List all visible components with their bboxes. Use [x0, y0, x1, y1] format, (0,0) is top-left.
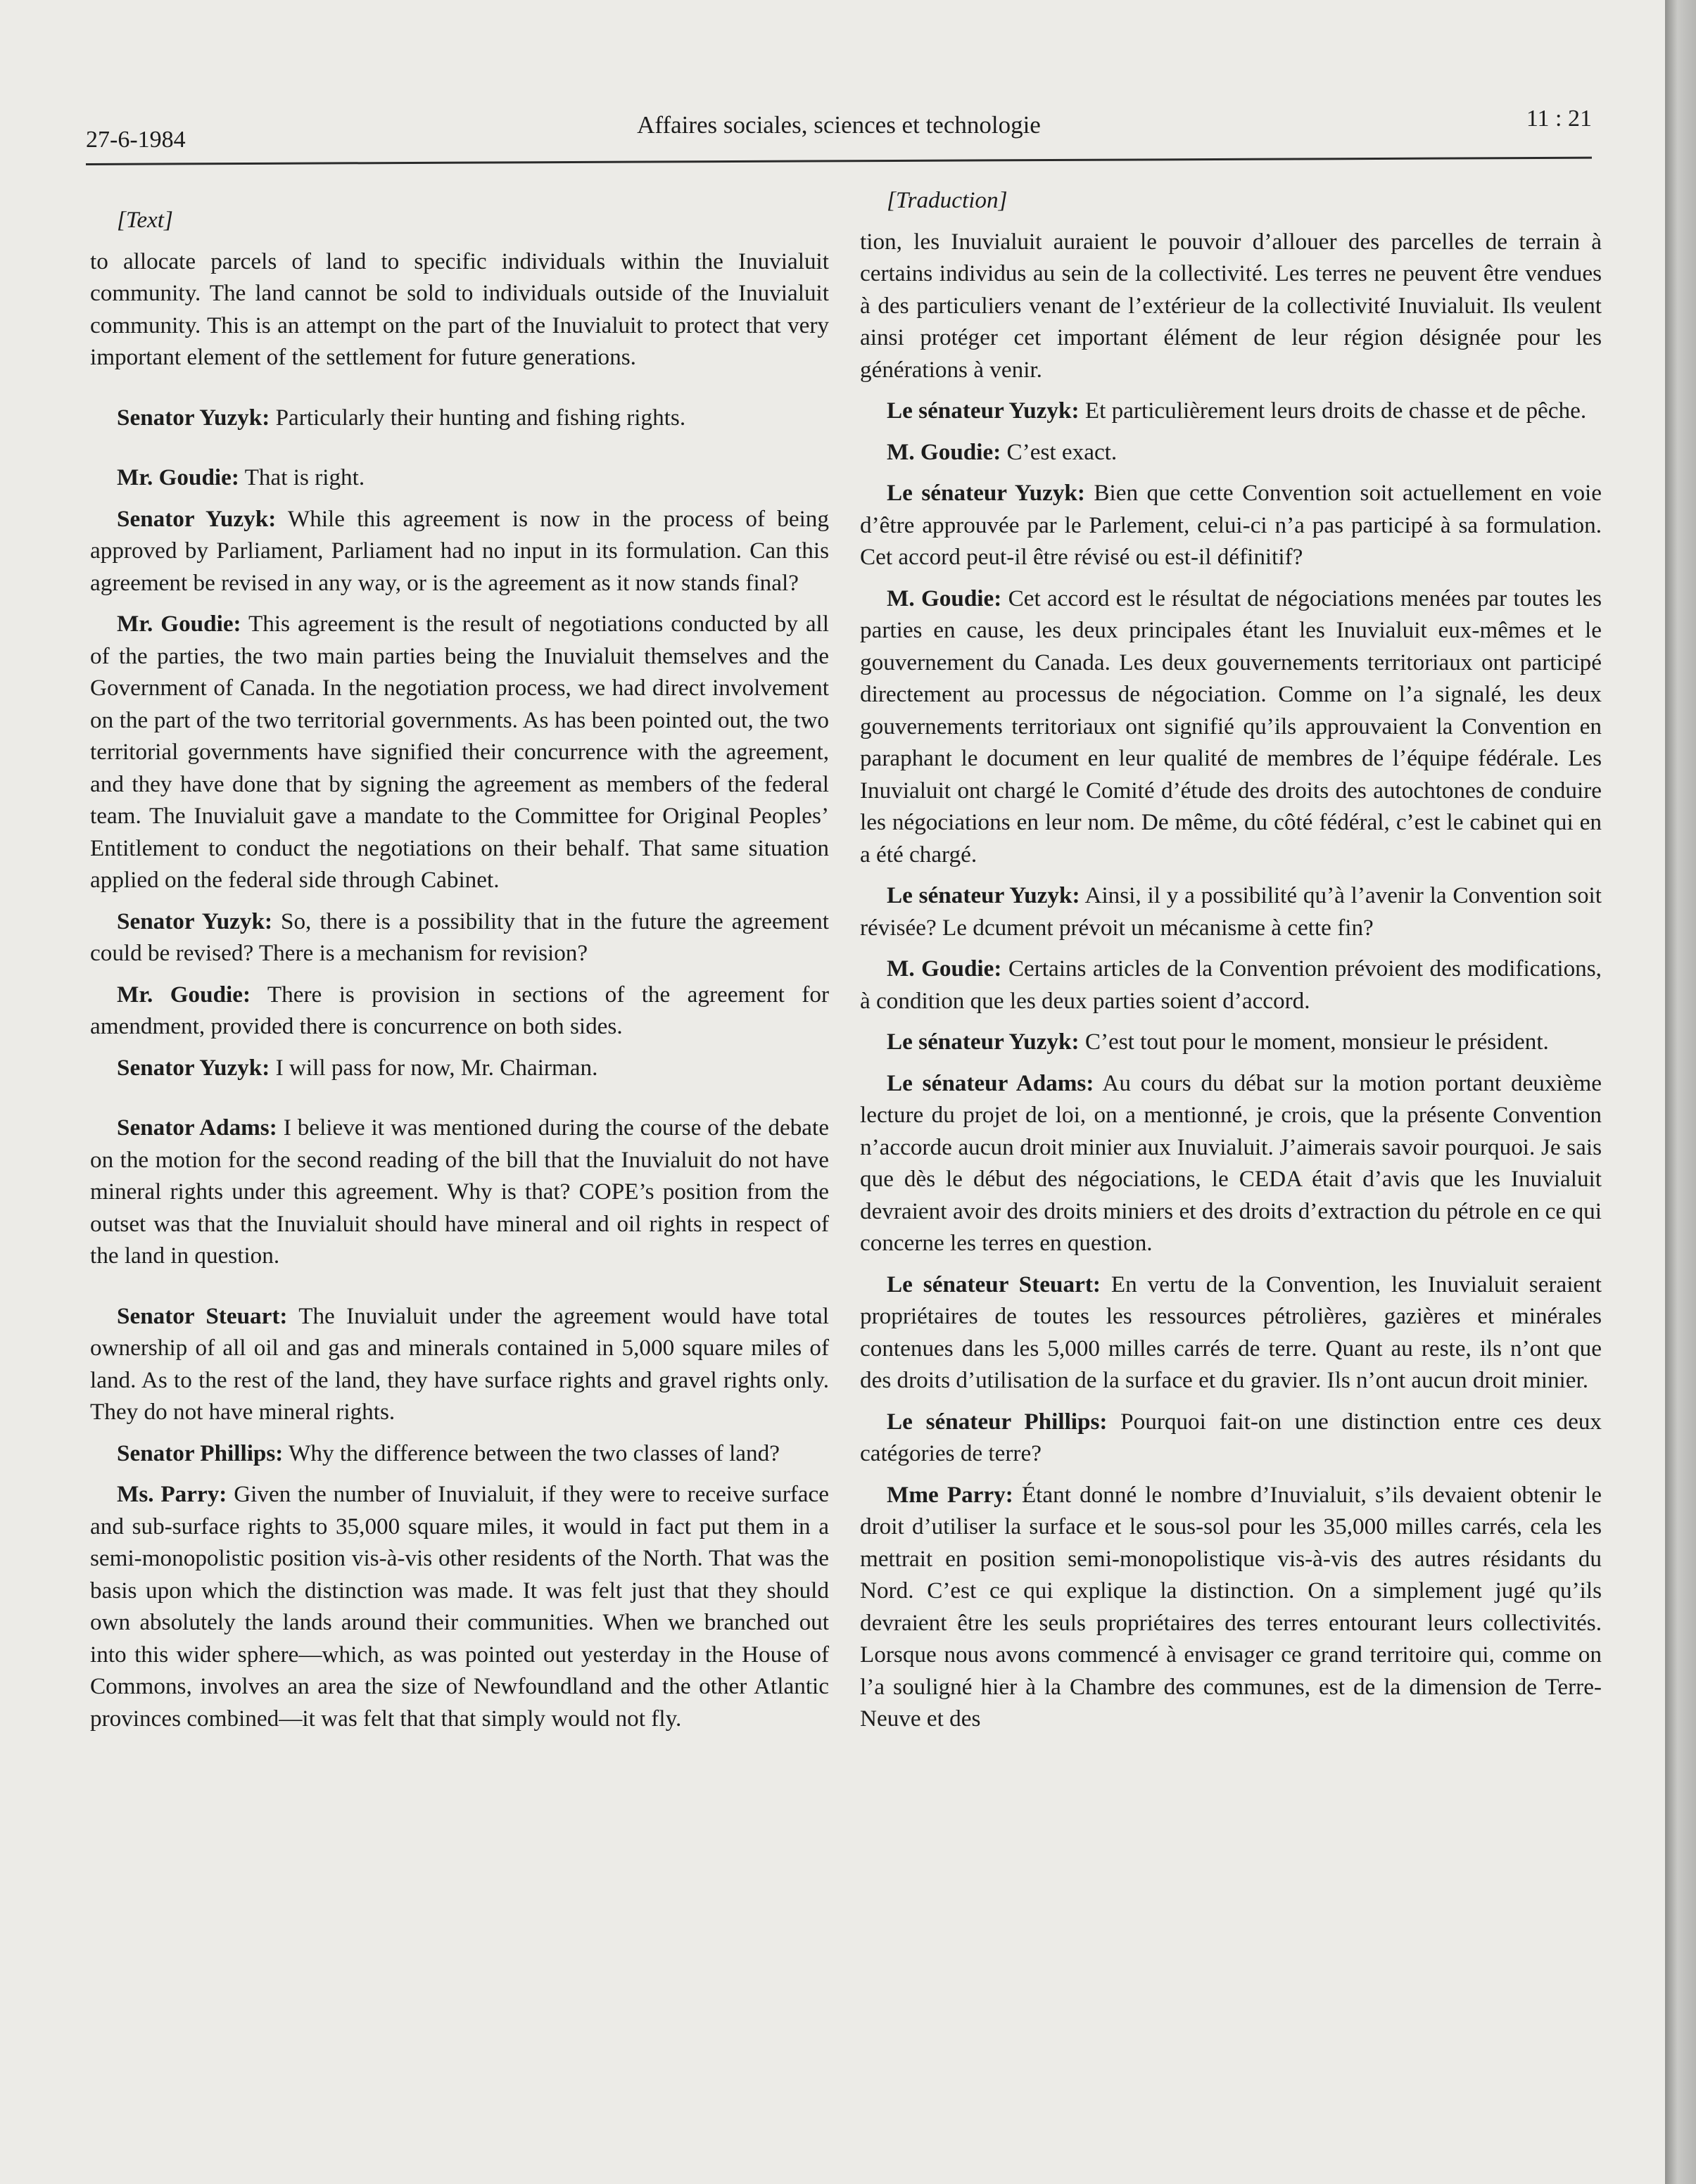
- speaker-name: Ms. Parry:: [117, 1481, 227, 1507]
- paragraph: Mr. Goudie: There is provision in sections of the agreement for amendment, provided there is concurrence on both sides.: [90, 981, 829, 1039]
- left-column: [90, 204, 829, 1744]
- paragraph: Senator Adams: I believe it was mentioned during the course of the debate on the motion for the second reading of the bill that the Inuvialuit do not have mineral rights under this agreement. Why is that? COPE’s position from the outset was that the Inuvialuit should have mineral and oil rights in respect of the land in question.: [90, 1115, 829, 1269]
- header-page-number: 11 : 21: [1526, 106, 1592, 132]
- header-date: 27-6-1984: [86, 127, 186, 153]
- speaker-name: Mr. Goudie:: [117, 611, 241, 637]
- paragraph: Mr. Goudie: This agreement is the result of negotiations conducted by all of the parties, the two main parties being the Inuvialuit themselves and the Government of Canada. In the negotiation process, we had direct involvement on the part of the two territorial governments. As has been pointed out, the two territorial governments have signified their concurrence with the agreement, and they have done that by signing the agreement as members of the federal team. The Inuvialuit gave a mandate to the Committee for Original Peoples’ Entitlement to conduct the negotiations on their behalf. That same situation applied on the federal side through Cabinet.: [90, 611, 829, 893]
- paragraph: to allocate parcels of land to specific individuals within the Inuvialuit community. The land cannot be sold to individuals outside of the Inuvialuit community. This is an attempt on the part of the Inuvialuit to protect that very important element of the settlement for future generations.: [90, 248, 829, 370]
- paragraph: Senator Yuzyk: Particularly their hunting and fishing rights.: [117, 404, 686, 431]
- speaker-name: Senator Steuart:: [117, 1302, 288, 1329]
- paragraph: Senator Yuzyk: I will pass for now, Mr. Chairman.: [117, 1054, 598, 1081]
- speaker-name: Le sénateur Yuzyk:: [887, 398, 1080, 424]
- paragraph: Senator Yuzyk: So, there is a possibility that in the future the agreement could be revised? There is a mechanism for revision?: [90, 908, 829, 966]
- speaker-name: Le sénateur Yuzyk:: [887, 882, 1080, 908]
- paragraph: Le sénateur Adams: Au cours du débat sur la motion portant deuxième lecture du projet de loi, on a mentionné, je crois, que la présente Convention n’accorde aucun droit minier aux Inuvialuit. J’aimerais savoir pourquoi. Je sais que dès le début des négociations, le CEDA était d’avis que les Inuvialuit devraient avoir des droits miniers et des droits d’extraction du pétrole en ce qui concerne les terres en question.: [860, 1069, 1602, 1256]
- paragraph: Le sénateur Yuzyk: Ainsi, il y a possibilité qu’à l’avenir la Convention soit révisée? Le dcument prévoit un mécanisme à cette fin?: [860, 882, 1602, 941]
- speaker-name: Senator Adams:: [117, 1115, 277, 1141]
- paragraph: M. Goudie: C’est exact.: [887, 438, 1118, 465]
- paragraph: M. Goudie: Certains articles de la Convention prévoient des modifications, à condition que les deux parties soient d’accord.: [860, 956, 1602, 1014]
- paragraph: tion, les Inuvialuit auraient le pouvoir d’allouer des parcelles de terrain à certains individus au sein de la collectivité. Les terres ne peuvent être vendues à des particuliers venant de l’extérieur de la collectivité Inuvialuit. Ils veulent ainsi protéger cet important élément de leur région désignée pour les générations à venir.: [860, 228, 1602, 383]
- paragraph: Senator Yuzyk: While this agreement is now in the process of being approved by Parliament, Parliament had no input in its formulation. Can this agreement be revised in any way, or is the agreement as it now stands final?: [90, 505, 829, 596]
- right-column: [860, 184, 1602, 1744]
- paragraph: Le sénateur Yuzyk: Et particulièrement leurs droits de chasse et de pêche.: [887, 398, 1587, 424]
- paragraph: Le sénateur Yuzyk: C’est tout pour le moment, monsieur le président.: [887, 1029, 1549, 1055]
- language-label: [Text]: [117, 207, 173, 233]
- speaker-name: Le sénateur Adams:: [887, 1069, 1094, 1096]
- speaker-name: Senator Yuzyk:: [117, 1054, 270, 1081]
- page-header: [86, 106, 1592, 155]
- paragraph: Senator Phillips: Why the difference between the two classes of land?: [117, 1440, 780, 1466]
- speaker-name: Mr. Goudie:: [117, 981, 251, 1008]
- header-title: Affaires sociales, sciences et technologie: [637, 111, 1041, 139]
- paragraph: Le sénateur Phillips: Pourquoi fait-on une distinction entre ces deux catégories de terre?: [860, 1408, 1602, 1466]
- speaker-name: Senator Yuzyk:: [117, 505, 277, 532]
- speaker-name: M. Goudie:: [887, 956, 1002, 982]
- language-label: [Traduction]: [887, 187, 1008, 213]
- speaker-name: Le sénateur Yuzyk:: [887, 480, 1085, 506]
- speaker-name: M. Goudie:: [887, 438, 1001, 465]
- header-rule: [86, 157, 1592, 165]
- speaker-name: Le sénateur Phillips:: [887, 1408, 1108, 1435]
- speaker-name: M. Goudie:: [887, 585, 1002, 611]
- speaker-name: Senator Yuzyk:: [117, 404, 270, 431]
- paragraph: Mme Parry: Étant donné le nombre d’Inuvialuit, s’ils devaient obtenir le droit d’utiliser la surface et le sous-sol pour les 35,000 milles carrés, cela les mettrait en position semi-monopolistique vis-à-vis des autres résidants du Nord. C’est ce qui explique la distinction. On a simplement jugé qu’ils devraient être les seuls propriétaires des terres entourant leurs collectivités. Lorsque nous avons commencé à envisager ce grand territoire qui, comme on l’a souligné hier à la Chambre des communes, est de la dimension de Terre-Neuve et des: [860, 1481, 1602, 1732]
- paragraph: Ms. Parry: Given the number of Inuvialuit, if they were to receive surface and sub-surface rights to 35,000 square miles, it would in fact put them in a semi-monopolistic position vis-à-vis other residents of the North. That was the basis upon which the distinction was made. It was felt just that they should own absolutely the lands around their communities. When we branched out into this wider sphere—which, as was pointed out yesterday in the House of Commons, involves an area the size of Newfoundland and the other Atlantic provinces combined—it was felt that that simply would not fly.: [90, 1481, 829, 1732]
- paragraph: M. Goudie: Cet accord est le résultat de négociations menées par toutes les parties en cause, les deux principales étant les Inuvialuit eux-mêmes et le gouvernement du Canada. Les deux gouvernements territoriaux ont participé directement au processus de négociation. Comme on l’a signalé, les deux gouvernements territoriaux ont signifié qu’ils approuvaient la Convention en paraphant le document en leur qualité de membres de l’équipe fédérale. Les Inuvialuit ont chargé le Comité d’étude des droits des autochtones de conduire les négociations en leur nom. De même, du côté fédéral, c’est le cabinet qui en a été chargé.: [860, 585, 1602, 868]
- paragraph: Le sénateur Steuart: En vertu de la Convention, les Inuvialuit seraient propriétaires de toutes les ressources pétrolières, gazières et minérales contenues dans les 5,000 milles carrés de terre. Quant au reste, ils n’ont que des droits d’utilisation de la surface et du gravier. Ils n’ont aucun droit minier.: [860, 1271, 1602, 1393]
- paragraph: Le sénateur Yuzyk: Bien que cette Convention soit actuellement en voie d’être approuvée par le Parlement, celui-ci n’a pas participé à sa formulation. Cet accord peut-il être révisé ou est-il définitif?: [860, 480, 1602, 570]
- speaker-name: Mr. Goudie:: [117, 464, 239, 490]
- speaker-name: Senator Yuzyk:: [117, 908, 272, 934]
- scan-edge: [1665, 0, 1696, 2184]
- speaker-name: Mme Parry:: [887, 1481, 1013, 1508]
- speaker-name: Le sénateur Steuart:: [887, 1271, 1101, 1297]
- paragraph: Mr. Goudie: That is right.: [117, 464, 365, 490]
- paragraph: Senator Steuart: The Inuvialuit under the agreement would have total ownership of all oil and gas and minerals contained in 5,000 square miles of land. As to the rest of the land, they have surface rights and gravel rights only. They do not have mineral rights.: [90, 1302, 829, 1425]
- speaker-name: Senator Phillips:: [117, 1440, 284, 1466]
- speaker-name: Le sénateur Yuzyk:: [887, 1029, 1080, 1055]
